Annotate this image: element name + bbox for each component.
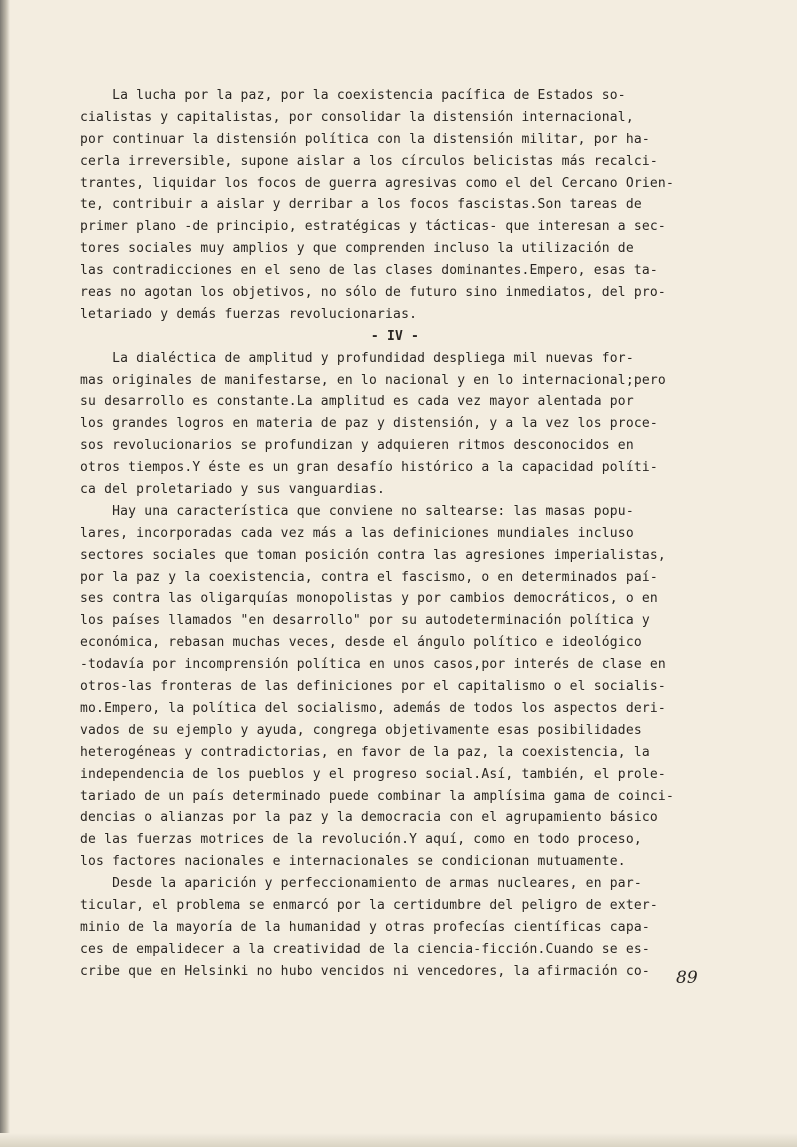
text-line: La lucha por la paz, por la coexistencia pacífica de Estados so- bbox=[80, 88, 626, 103]
text-line: reas no agotan los objetivos, no sólo de futuro sino inmediatos, del pro- bbox=[80, 285, 666, 301]
text-line: -todavía por incomprensión política en unos casos,por interés de clase en bbox=[80, 657, 666, 673]
page-binding-shadow bbox=[0, 0, 10, 1147]
text-line: tariado de un país determinado puede combinar la amplísima gama de coinci- bbox=[80, 788, 674, 804]
text-line: los grandes logros en materia de paz y distensión, y a la vez los proce- bbox=[80, 416, 658, 432]
text-line: vados de su ejemplo y ayuda, congrega objetivamente esas posibilidades bbox=[80, 722, 642, 738]
text-line: sectores sociales que toman posición contra las agresiones imperialistas, bbox=[80, 547, 666, 563]
paragraph-block-2 bbox=[80, 348, 710, 983]
page-number: 89 bbox=[676, 968, 698, 988]
text-line: trantes, liquidar los focos de guerra agresivas como el del Cercano Orien- bbox=[80, 175, 674, 191]
text-line: ticular, el problema se enmarcó por la certidumbre del peligro de exter- bbox=[80, 897, 658, 913]
text-line: independencia de los pueblos y el progreso social.Así, también, el prole- bbox=[80, 766, 666, 782]
text-line: ces de empalidecer a la creatividad de la ciencia-ficción.Cuando se es- bbox=[80, 941, 650, 957]
text-line: primer plano -de principio, estratégicas y tácticas- que interesan a sec- bbox=[80, 219, 666, 235]
text-line: mo.Empero, la política del socialismo, además de todos los aspectos deri- bbox=[80, 700, 666, 716]
text-line: ses contra las oligarquías monopolistas y por cambios democráticos, o en bbox=[80, 591, 658, 607]
text-line: dencias o alianzas por la paz y la democracia con el agrupamiento básico bbox=[80, 810, 658, 826]
text-line: otros tiempos.Y éste es un gran desafío histórico a la capacidad políti- bbox=[80, 460, 658, 476]
text-line: minio de la mayoría de la humanidad y otras profecías científicas capa- bbox=[80, 919, 650, 935]
text-line: su desarrollo es constante.La amplitud es cada vez mayor alentada por bbox=[80, 394, 634, 410]
text-line: te, contribuir a aislar y derribar a los focos fascistas.Son tareas de bbox=[80, 197, 642, 213]
text-line: Hay una característica que conviene no saltearse: las masas popu- bbox=[80, 503, 634, 519]
text-line: por continuar la distensión política con la distensión militar, por ha- bbox=[80, 131, 650, 147]
text-line: los factores nacionales e internacionales se condicionan mutuamente. bbox=[80, 854, 626, 870]
paragraph-block-1 bbox=[80, 85, 710, 326]
text-line: ca del proletariado y sus vanguardias. bbox=[80, 482, 386, 498]
text-line: tores sociales muy amplios y que comprenden incluso la utilización de bbox=[80, 241, 634, 257]
text-line: cerla irreversible, supone aislar a los círculos belicistas más recalci- bbox=[80, 153, 658, 169]
text-line: sos revolucionarios se profundizan y adquieren ritmos desconocidos en bbox=[80, 438, 634, 454]
text-line: letariado y demás fuerzas revolucionarias. bbox=[80, 306, 418, 322]
section-heading: - IV - bbox=[370, 328, 420, 344]
text-line: heterogéneas y contradictorias, en favor de la paz, la coexistencia, la bbox=[80, 744, 650, 760]
page-bottom-edge bbox=[0, 1133, 797, 1147]
text-line: por la paz y la coexistencia, contra el fascismo, o en determinados paí- bbox=[80, 569, 658, 585]
text-line: Desde la aparición y perfeccionamiento de armas nucleares, en par- bbox=[80, 876, 642, 892]
text-line: otros-las fronteras de las definiciones por el capitalismo o el socialis- bbox=[80, 679, 666, 695]
text-line: mas originales de manifestarse, en lo nacional y en lo internacional;pero bbox=[80, 372, 666, 388]
text-line: de las fuerzas motrices de la revolución.Y aquí, como en todo proceso, bbox=[80, 832, 642, 848]
text-line: lares, incorporadas cada vez más a las definiciones mundiales incluso bbox=[80, 525, 634, 541]
text-line: La dialéctica de amplitud y profundidad despliega mil nuevas for- bbox=[80, 350, 634, 366]
text-line: cribe que en Helsinki no hubo vencidos ni vencedores, la afirmación co- bbox=[80, 963, 650, 979]
text-line: económica, rebasan muchas veces, desde el ángulo político e ideológico bbox=[80, 635, 642, 651]
text-line: las contradicciones en el seno de las clases dominantes.Empero, esas ta- bbox=[80, 263, 658, 279]
body-text bbox=[80, 85, 710, 983]
text-line: cialistas y capitalistas, por consolidar la distensión internacional, bbox=[80, 109, 634, 125]
text-line: los países llamados "en desarrollo" por su autodeterminación política y bbox=[80, 613, 650, 629]
